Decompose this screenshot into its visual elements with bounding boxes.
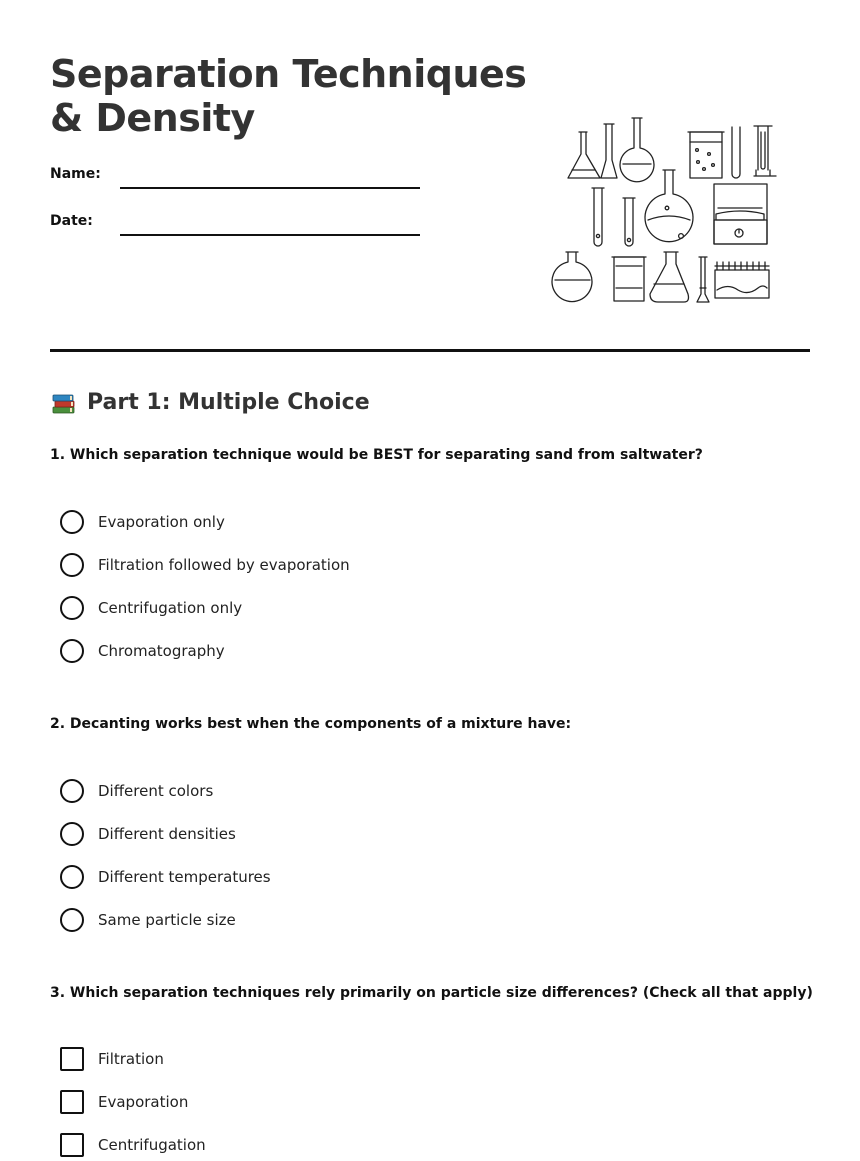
page-title [50,52,526,140]
checkbox[interactable] [60,1047,84,1071]
q2-option-3[interactable] [60,864,271,890]
date-field[interactable] [120,234,420,236]
q1-option-2[interactable] [60,552,350,578]
question-3: 3. Which separation techniques rely primarily on particle size differences? (Check all that apply) [50,985,813,1001]
option-label: Centrifugation [98,1136,206,1154]
option-label: Same particle size [98,911,236,929]
q3-option-2[interactable] [60,1089,188,1115]
option-label: Evaporation only [98,513,225,531]
option-label: Filtration followed by evaporation [98,556,350,574]
question-2: 2. Decanting works best when the components of a mixture have: [50,716,572,732]
books-icon [50,390,77,417]
radio-button[interactable] [60,779,84,803]
q2-option-4[interactable] [60,907,236,933]
radio-button[interactable] [60,639,84,663]
section-title [50,388,370,418]
option-label: Different temperatures [98,868,271,886]
radio-button[interactable] [60,553,84,577]
checkbox[interactable] [60,1133,84,1157]
name-field[interactable] [120,187,420,189]
name-label: Name: [50,166,101,182]
option-label: Evaporation [98,1093,189,1111]
q1-option-3[interactable] [60,595,242,621]
option-label: Different colors [98,782,214,800]
q2-option-2[interactable] [60,821,236,847]
q3-option-3[interactable] [60,1132,206,1158]
radio-button[interactable] [60,510,84,534]
option-label: Filtration [98,1050,164,1068]
option-label: Different densities [98,825,236,843]
radio-button[interactable] [60,865,84,889]
q1-option-4[interactable] [60,638,225,664]
page-title-line-2: & Density [50,96,255,140]
header-divider [50,349,810,352]
radio-button[interactable] [60,908,84,932]
lab-glassware-illustration [548,112,788,312]
question-1: 1. Which separation technique would be BEST for separating sand from saltwater? [50,447,703,463]
radio-button[interactable] [60,822,84,846]
date-label: Date: [50,213,93,229]
option-label: Centrifugation only [98,599,243,617]
q3-option-1[interactable] [60,1046,164,1072]
section-title-text: Part 1: Multiple Choice [87,390,370,415]
q1-option-1[interactable] [60,509,225,535]
page-title-line-1: Separation Techniques [50,52,527,96]
checkbox[interactable] [60,1090,84,1114]
option-label: Chromatography [98,642,225,660]
q2-option-1[interactable] [60,778,213,804]
radio-button[interactable] [60,596,84,620]
